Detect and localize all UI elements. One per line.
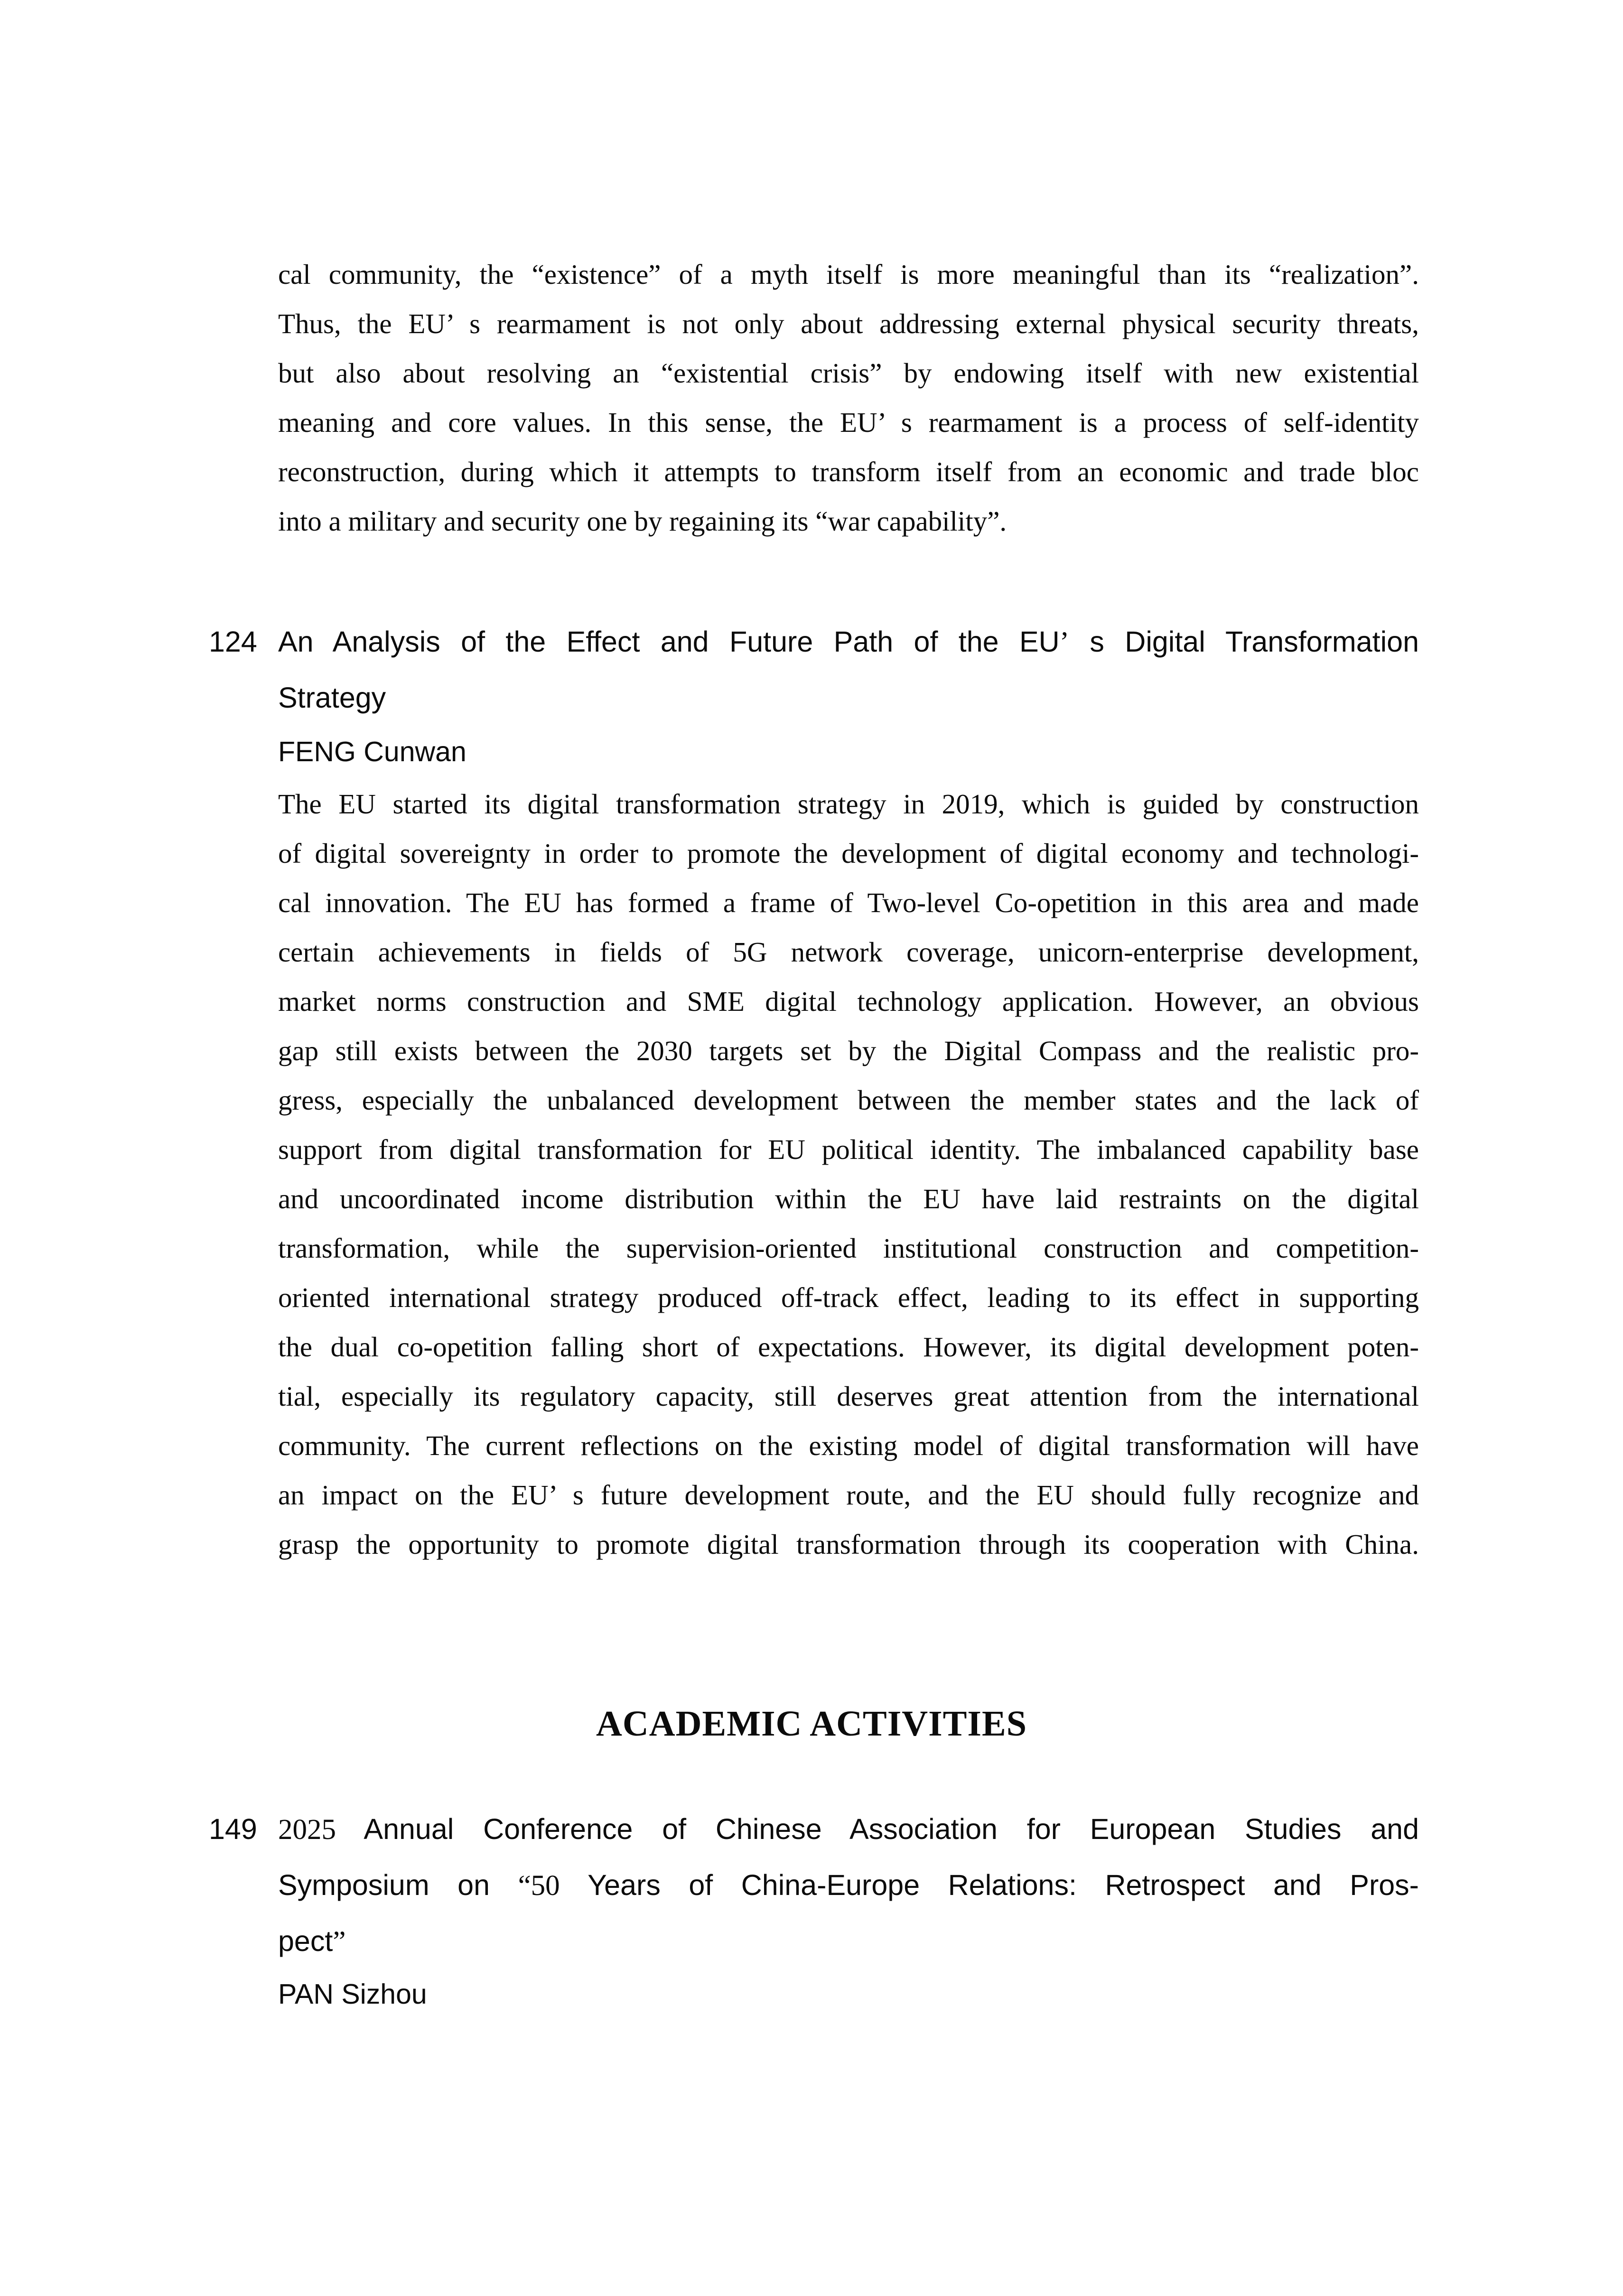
text-line: An Analysis of the Effect and Future Path of the EU’ s Digital Transformation bbox=[278, 625, 1419, 658]
entry-124-page-number: 124 bbox=[209, 625, 257, 658]
text-line: The EU started its digital transformation strategy in 2019, which is guided by construction bbox=[278, 788, 1419, 820]
section-heading-academic-activities: ACADEMIC ACTIVITIES bbox=[596, 1704, 1027, 1744]
entry-124-abstract bbox=[278, 779, 1419, 1569]
text-line: of digital sovereignty in order to promote the development of digital economy and technologi- bbox=[278, 838, 1419, 869]
text-line: oriented international strategy produced off-track effect, leading to its effect in supporting bbox=[278, 1282, 1419, 1313]
text-line: but also about resolving an “existential crisis” by endowing itself with new existential bbox=[278, 357, 1419, 389]
text-line: pect” bbox=[278, 1925, 346, 1958]
text-line: an impact on the EU’ s future development route, and the EU should fully recognize and bbox=[278, 1479, 1419, 1511]
text-line: Thus, the EU’ s rearmament is not only about addressing external physical security threats, bbox=[278, 308, 1419, 339]
text-line: market norms construction and SME digital technology application. However, an obvious bbox=[278, 986, 1419, 1017]
entry-124-author: FENG Cunwan bbox=[278, 736, 466, 767]
text-line: grasp the opportunity to promote digital transformation through its cooperation with China. bbox=[278, 1529, 1419, 1560]
text-line: Symposium on “50 Years of China-Europe Relations: Retrospect and Pros- bbox=[278, 1869, 1419, 1902]
text-line: and uncoordinated income distribution within the EU have laid restraints on the digital bbox=[278, 1183, 1419, 1214]
text-line: certain achievements in fields of 5G network coverage, unicorn-enterprise development, bbox=[278, 936, 1419, 968]
text-line: support from digital transformation for EU political identity. The imbalanced capability base bbox=[278, 1134, 1419, 1165]
serif-glyph-run: “50 bbox=[518, 1870, 560, 1902]
serif-glyph-run: ” bbox=[333, 1926, 346, 1958]
text-line: transformation, while the supervision-oriented institutional construction and competition- bbox=[278, 1232, 1419, 1264]
entry-149-title bbox=[278, 1801, 1419, 1969]
continuation-paragraph bbox=[278, 250, 1419, 546]
entry-149-author: PAN Sizhou bbox=[278, 1979, 427, 2010]
entry-124-title bbox=[278, 614, 1419, 725]
text-line: meaning and core values. In this sense, the EU’ s rearmament is a process of self-identity bbox=[278, 407, 1419, 438]
text-line: cal community, the “existence” of a myth itself is more meaningful than its “realization”. bbox=[278, 259, 1419, 290]
serif-glyph-run: 2025 bbox=[278, 1814, 336, 1846]
text-line: reconstruction, during which it attempts to transform itself from an economic and trade bloc bbox=[278, 456, 1419, 487]
text-line: gap still exists between the 2030 targets set by the Digital Compass and the realistic pro- bbox=[278, 1035, 1419, 1066]
text-line: tial, especially its regulatory capacity, still deserves great attention from the international bbox=[278, 1381, 1419, 1412]
text-line: Strategy bbox=[278, 681, 386, 714]
text-line: cal innovation. The EU has formed a frame of Two-level Co-opetition in this area and made bbox=[278, 887, 1419, 918]
entry-149-page-number: 149 bbox=[209, 1813, 257, 1845]
text-line: 2025 Annual Conference of Chinese Association for European Studies and bbox=[278, 1813, 1419, 1846]
serif-glyph-run: ’ bbox=[1059, 626, 1070, 658]
text-line: the dual co-opetition falling short of expectations. However, its digital development poten- bbox=[278, 1331, 1419, 1363]
text-line: community. The current reflections on the existing model of digital transformation will have bbox=[278, 1430, 1419, 1461]
text-line: into a military and security one by regaining its “war capability”. bbox=[278, 505, 1007, 537]
text-line: gress, especially the unbalanced development between the member states and the lack of bbox=[278, 1084, 1419, 1116]
